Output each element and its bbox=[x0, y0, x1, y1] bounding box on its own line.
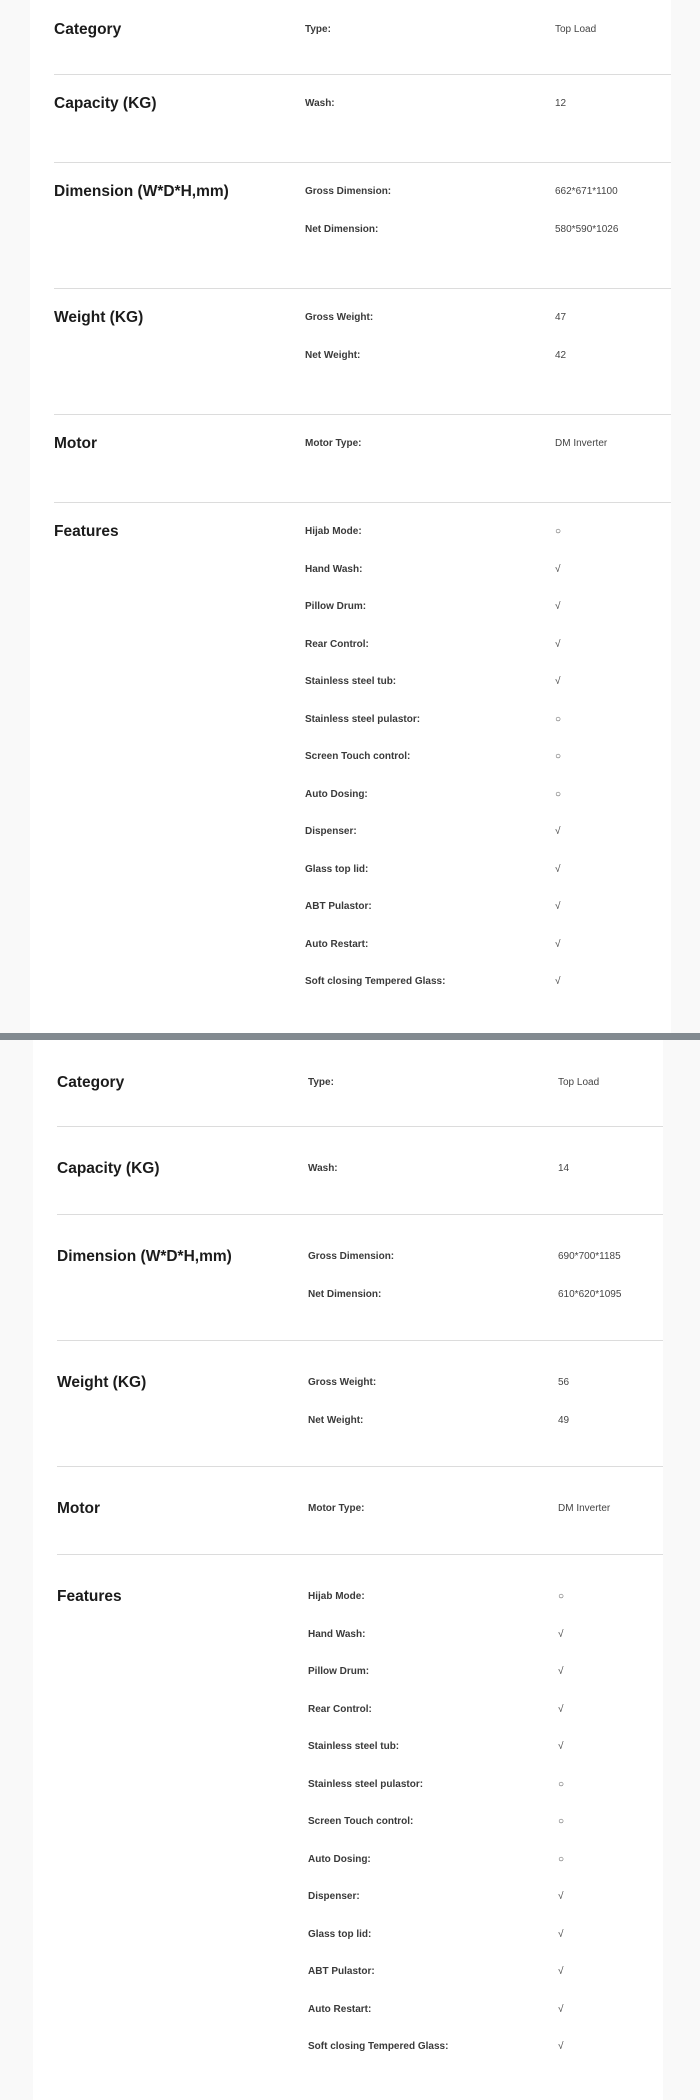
spec-label: Gross Dimension: bbox=[308, 1251, 395, 1262]
spec-label: Auto Dosing: bbox=[305, 788, 368, 800]
section-title: Features bbox=[54, 523, 119, 540]
spec-row bbox=[57, 2000, 663, 2020]
spec-value: √ bbox=[558, 1891, 564, 1902]
spec-label: Hijab Mode: bbox=[305, 526, 362, 537]
spec-row bbox=[54, 560, 671, 580]
spec-row bbox=[57, 1662, 663, 1682]
spec-label: Wash: bbox=[308, 1163, 338, 1174]
spec-value: √ bbox=[558, 1966, 564, 1977]
spec-value: √ bbox=[555, 863, 561, 875]
spec-label: Screen Touch control: bbox=[308, 1816, 414, 1827]
spec-panel-2 bbox=[33, 1040, 663, 2100]
spec-row bbox=[54, 20, 671, 40]
spec-value: 14 bbox=[558, 1163, 570, 1174]
spec-label: Stainless steel pulastor: bbox=[308, 1778, 424, 1790]
section-title: Category bbox=[54, 21, 122, 38]
spec-section-motor bbox=[54, 414, 671, 503]
spec-row bbox=[54, 935, 671, 955]
spec-value: √ bbox=[555, 901, 561, 912]
spec-row bbox=[57, 1587, 663, 1607]
spec-label: Hijab Mode: bbox=[308, 1591, 365, 1602]
spec-section-features bbox=[54, 502, 671, 1033]
spec-value: ○ bbox=[555, 751, 562, 762]
spec-label: Net Weight: bbox=[305, 349, 361, 361]
page-divider bbox=[0, 1033, 700, 1040]
spec-value: 47 bbox=[555, 312, 567, 323]
section-title: Motor bbox=[54, 435, 98, 452]
spec-row bbox=[57, 1159, 663, 1179]
spec-value: ○ bbox=[555, 526, 562, 537]
spec-value: √ bbox=[555, 563, 561, 575]
spec-section-capacity bbox=[54, 74, 671, 163]
spec-row bbox=[54, 635, 671, 655]
spec-row bbox=[54, 822, 671, 842]
spec-label: Gross Weight: bbox=[308, 1377, 377, 1388]
spec-row bbox=[57, 1887, 663, 1907]
spec-row bbox=[54, 346, 671, 366]
spec-label: Net Dimension: bbox=[305, 223, 379, 235]
spec-section-category bbox=[54, 0, 671, 75]
spec-label: Pillow Drum: bbox=[305, 601, 367, 612]
spec-value: √ bbox=[558, 1666, 564, 1677]
spec-value: DM Inverter bbox=[558, 1503, 611, 1514]
spec-label: Auto Restart: bbox=[305, 938, 369, 950]
spec-value: 580*590*1026 bbox=[555, 223, 619, 235]
spec-label: Auto Dosing: bbox=[308, 1853, 371, 1865]
spec-label: ABT Pulastor: bbox=[305, 901, 372, 912]
spec-row bbox=[57, 1625, 663, 1645]
spec-label: Wash: bbox=[305, 98, 335, 109]
spec-label: Net Weight: bbox=[308, 1414, 364, 1426]
spec-value: √ bbox=[558, 1928, 564, 1940]
spec-value: ○ bbox=[555, 713, 562, 725]
spec-value: 56 bbox=[558, 1377, 570, 1388]
spec-label: Stainless steel tub: bbox=[308, 1741, 400, 1752]
spec-value: √ bbox=[555, 676, 561, 687]
spec-section-capacity bbox=[57, 1126, 663, 1215]
spec-label: Glass top lid: bbox=[305, 863, 369, 875]
spec-label: Motor Type: bbox=[305, 438, 362, 449]
spec-value: ○ bbox=[558, 1816, 565, 1827]
spec-label: Soft closing Tempered Glass: bbox=[308, 2041, 449, 2052]
spec-label: Pillow Drum: bbox=[308, 1666, 370, 1677]
spec-row bbox=[54, 434, 671, 454]
spec-row bbox=[54, 94, 671, 114]
spec-row bbox=[57, 1812, 663, 1832]
section-title: Capacity (KG) bbox=[57, 1160, 160, 1177]
spec-section-motor bbox=[57, 1466, 663, 1555]
spec-row bbox=[54, 747, 671, 767]
spec-row bbox=[54, 308, 671, 328]
spec-value: √ bbox=[558, 1741, 564, 1752]
section-title: Category bbox=[57, 1074, 125, 1091]
spec-value: √ bbox=[558, 1703, 564, 1715]
spec-row bbox=[54, 672, 671, 692]
spec-row bbox=[54, 522, 671, 542]
spec-value: ○ bbox=[558, 1591, 565, 1602]
spec-label: Soft closing Tempered Glass: bbox=[305, 976, 446, 987]
spec-label: Auto Restart: bbox=[308, 2003, 372, 2015]
spec-row bbox=[54, 220, 671, 240]
spec-value: √ bbox=[558, 2041, 564, 2052]
spec-label: Gross Weight: bbox=[305, 312, 374, 323]
spec-row bbox=[54, 182, 671, 202]
spec-label: Stainless steel tub: bbox=[305, 676, 397, 687]
section-title: Dimension (W*D*H,mm) bbox=[57, 1248, 232, 1265]
spec-row bbox=[57, 1499, 663, 1519]
spec-row bbox=[57, 1962, 663, 1982]
spec-label: Hand Wash: bbox=[305, 563, 363, 575]
spec-label: Type: bbox=[305, 24, 331, 35]
section-title: Weight (KG) bbox=[54, 309, 144, 326]
spec-label: Dispenser: bbox=[305, 826, 357, 837]
spec-label: Rear Control: bbox=[308, 1703, 372, 1715]
spec-value: √ bbox=[558, 1628, 564, 1640]
spec-row bbox=[57, 1285, 663, 1305]
spec-row bbox=[57, 1850, 663, 1870]
spec-value: ○ bbox=[558, 1853, 565, 1865]
spec-row bbox=[57, 1775, 663, 1795]
spec-row bbox=[57, 1700, 663, 1720]
spec-value: ○ bbox=[555, 788, 562, 800]
spec-row bbox=[57, 1411, 663, 1431]
spec-label: Type: bbox=[308, 1077, 334, 1088]
spec-label: Motor Type: bbox=[308, 1503, 365, 1514]
spec-value: ○ bbox=[558, 1778, 565, 1790]
spec-label: ABT Pulastor: bbox=[308, 1966, 375, 1977]
spec-row bbox=[57, 1737, 663, 1757]
spec-value: 49 bbox=[558, 1414, 570, 1426]
spec-row bbox=[57, 2037, 663, 2057]
section-title: Dimension (W*D*H,mm) bbox=[54, 183, 229, 200]
section-title: Capacity (KG) bbox=[54, 95, 157, 112]
spec-row bbox=[54, 710, 671, 730]
spec-section-weight bbox=[57, 1340, 663, 1467]
spec-value: Top Load bbox=[555, 24, 597, 35]
spec-value: √ bbox=[555, 826, 561, 837]
spec-row bbox=[54, 972, 671, 992]
spec-value: √ bbox=[558, 2003, 564, 2015]
spec-section-features bbox=[57, 1554, 663, 2100]
spec-value: 662*671*1100 bbox=[555, 186, 618, 197]
spec-value: 690*700*1185 bbox=[558, 1251, 621, 1262]
spec-panel-1 bbox=[30, 0, 671, 1033]
spec-row bbox=[54, 597, 671, 617]
spec-row bbox=[57, 1925, 663, 1945]
spec-value: √ bbox=[555, 638, 561, 650]
spec-label: Net Dimension: bbox=[308, 1288, 382, 1300]
spec-value: 42 bbox=[555, 349, 567, 361]
spec-row bbox=[57, 1247, 663, 1267]
spec-section-dimension bbox=[57, 1214, 663, 1341]
section-title: Motor bbox=[57, 1500, 101, 1517]
spec-value: √ bbox=[555, 976, 561, 987]
spec-label: Glass top lid: bbox=[308, 1928, 372, 1940]
spec-label: Stainless steel pulastor: bbox=[305, 713, 421, 725]
spec-value: √ bbox=[555, 601, 561, 612]
spec-label: Dispenser: bbox=[308, 1891, 360, 1902]
spec-label: Rear Control: bbox=[305, 638, 369, 650]
spec-label: Gross Dimension: bbox=[305, 186, 392, 197]
spec-row bbox=[57, 1073, 663, 1093]
spec-section-weight bbox=[54, 288, 671, 415]
spec-label: Screen Touch control: bbox=[305, 751, 411, 762]
spec-row bbox=[54, 860, 671, 880]
spec-section-dimension bbox=[54, 162, 671, 289]
section-title: Features bbox=[57, 1588, 122, 1605]
spec-value: Top Load bbox=[558, 1077, 600, 1088]
spec-value: DM Inverter bbox=[555, 438, 608, 449]
spec-row bbox=[57, 1373, 663, 1393]
spec-row bbox=[54, 897, 671, 917]
spec-value: 610*620*1095 bbox=[558, 1288, 622, 1300]
spec-value: 12 bbox=[555, 98, 567, 109]
spec-section-category bbox=[57, 1040, 663, 1127]
spec-value: √ bbox=[555, 938, 561, 950]
spec-label: Hand Wash: bbox=[308, 1628, 366, 1640]
spec-row bbox=[54, 785, 671, 805]
section-title: Weight (KG) bbox=[57, 1374, 147, 1391]
